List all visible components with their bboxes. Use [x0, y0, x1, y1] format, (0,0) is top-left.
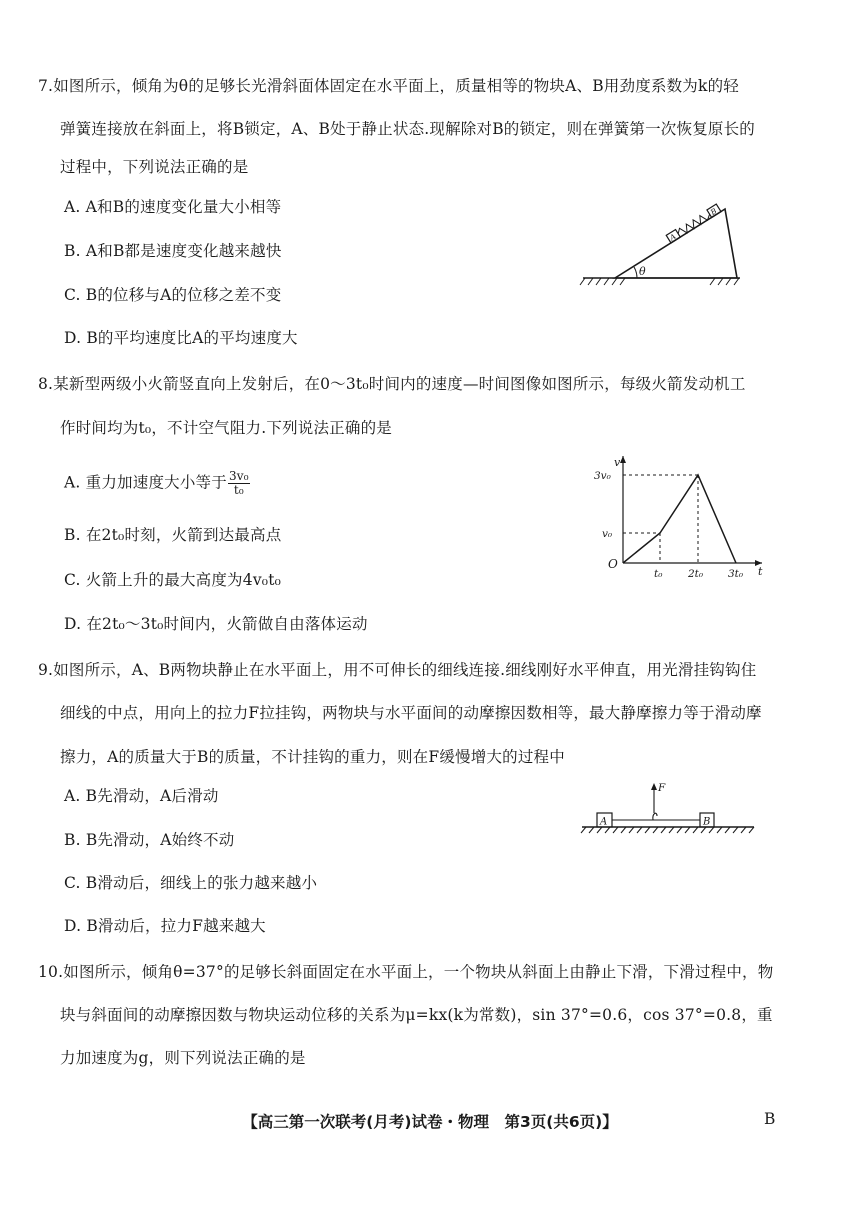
q9-force-label: F: [658, 782, 666, 794]
page-footer: 【高三第一次联考(月考)试卷・物理 第3页(共6页)】: [242, 1113, 618, 1131]
q8-option-a: [64, 470, 250, 497]
paper-version-label: B: [764, 1110, 776, 1128]
q9-label-b: B: [703, 816, 711, 828]
q7-label-a: A: [668, 231, 678, 243]
q7-incline-figure: [575, 195, 750, 290]
q8-velocity-curve: [623, 475, 736, 563]
q8-y-tick-v0: v₀: [602, 528, 613, 540]
q7-label-b: B: [708, 206, 719, 217]
q8-stem-line-2: 作时间均为t₀，不计空气阻力.下列说法正确的是: [60, 419, 392, 437]
q8-velocity-time-graph: [590, 450, 770, 585]
q9-stem-line-1: 9.如图所示，A、B两物块静止在水平面上，用不可伸长的细线连接.细线刚好水平伸直，用光滑挂钩钩住: [38, 661, 757, 679]
q8-y-axis-label: v: [614, 456, 621, 469]
q7-stem-line-3: 过程中，下列说法正确的是: [60, 158, 249, 176]
q8-x-axis-label: t: [758, 565, 763, 578]
q8-option-a-text: A. 重力加速度大小等于: [64, 473, 227, 492]
q7-spring: [676, 211, 712, 237]
q9-option-b: B. B先滑动，A始终不动: [64, 831, 235, 849]
q7-angle-label: θ: [639, 265, 646, 278]
q9-option-c: C. B滑动后，细线上的张力越来越小: [64, 874, 318, 892]
q10-stem-line-2: 块与斜面间的动摩擦因数与物块运动位移的关系为μ=kx(k为常数)，sin 37°=0.6，cos 37°=0.8，重: [60, 1006, 773, 1024]
q9-label-a: A: [600, 816, 608, 828]
q7-option-d: D. B的平均速度比A的平均速度大: [64, 329, 298, 347]
q7-option-b: B. A和B都是速度变化越来越快: [64, 242, 282, 260]
q8-fraction-numerator: 3v₀: [228, 469, 249, 483]
q9-blocks-figure: [578, 775, 758, 840]
q9-stem-line-2: 细线的中点，用向上的拉力F拉挂钩，两物块与水平面间的动摩擦因数相等，最大静摩擦力等于滑动摩: [60, 704, 762, 722]
q9-option-d: D. B滑动后，拉力F越来越大: [64, 917, 266, 935]
q7-option-a: A. A和B的速度变化量大小相等: [64, 198, 282, 216]
q7-option-c: C. B的位移与A的位移之差不变: [64, 286, 282, 304]
q8-fraction-denominator: t₀: [233, 483, 244, 497]
q10-stem-line-3: 力加速度为g，则下列说法正确的是: [60, 1049, 306, 1067]
q8-option-d: D. 在2t₀～3t₀时间内，火箭做自由落体运动: [64, 615, 368, 633]
q8-option-c: C. 火箭上升的最大高度为4v₀t₀: [64, 571, 282, 589]
q8-option-a-fraction: [228, 470, 250, 497]
q10-stem-line-1: 10.如图所示，倾角θ=37°的足够长斜面固定在水平面上，一个物块从斜面上由静止下滑，下滑过程中，物: [38, 963, 774, 981]
q7-stem-line-2: 弹簧连接放在斜面上，将B锁定，A、B处于静止状态.现解除对B的锁定，则在弹簧第一次恢复原长的: [60, 120, 755, 138]
q9-option-a: A. B先滑动，A后滑动: [64, 787, 219, 805]
q7-stem-line-1: 7.如图所示，倾角为θ的足够长光滑斜面体固定在水平面上，质量相等的物块A、B用劲度系数为k的轻: [38, 77, 739, 95]
q8-x-tick-2t0: 2t₀: [688, 568, 704, 580]
q8-option-b: B. 在2t₀时刻，火箭到达最高点: [64, 526, 282, 544]
q9-stem-line-3: 擦力，A的质量大于B的质量，不计挂钩的重力，则在F缓慢增大的过程中: [60, 748, 565, 766]
q8-y-tick-3v0: 3v₀: [594, 470, 611, 482]
q9-hook: [653, 813, 657, 820]
q8-stem-line-1: 8.某新型两级小火箭竖直向上发射后，在0～3t₀时间内的速度—时间图像如图所示，每级火箭发动机工: [38, 375, 746, 393]
q8-x-tick-t0: t₀: [654, 568, 663, 580]
q8-origin-label: O: [608, 557, 618, 571]
q8-x-tick-3t0: 3t₀: [728, 568, 744, 580]
